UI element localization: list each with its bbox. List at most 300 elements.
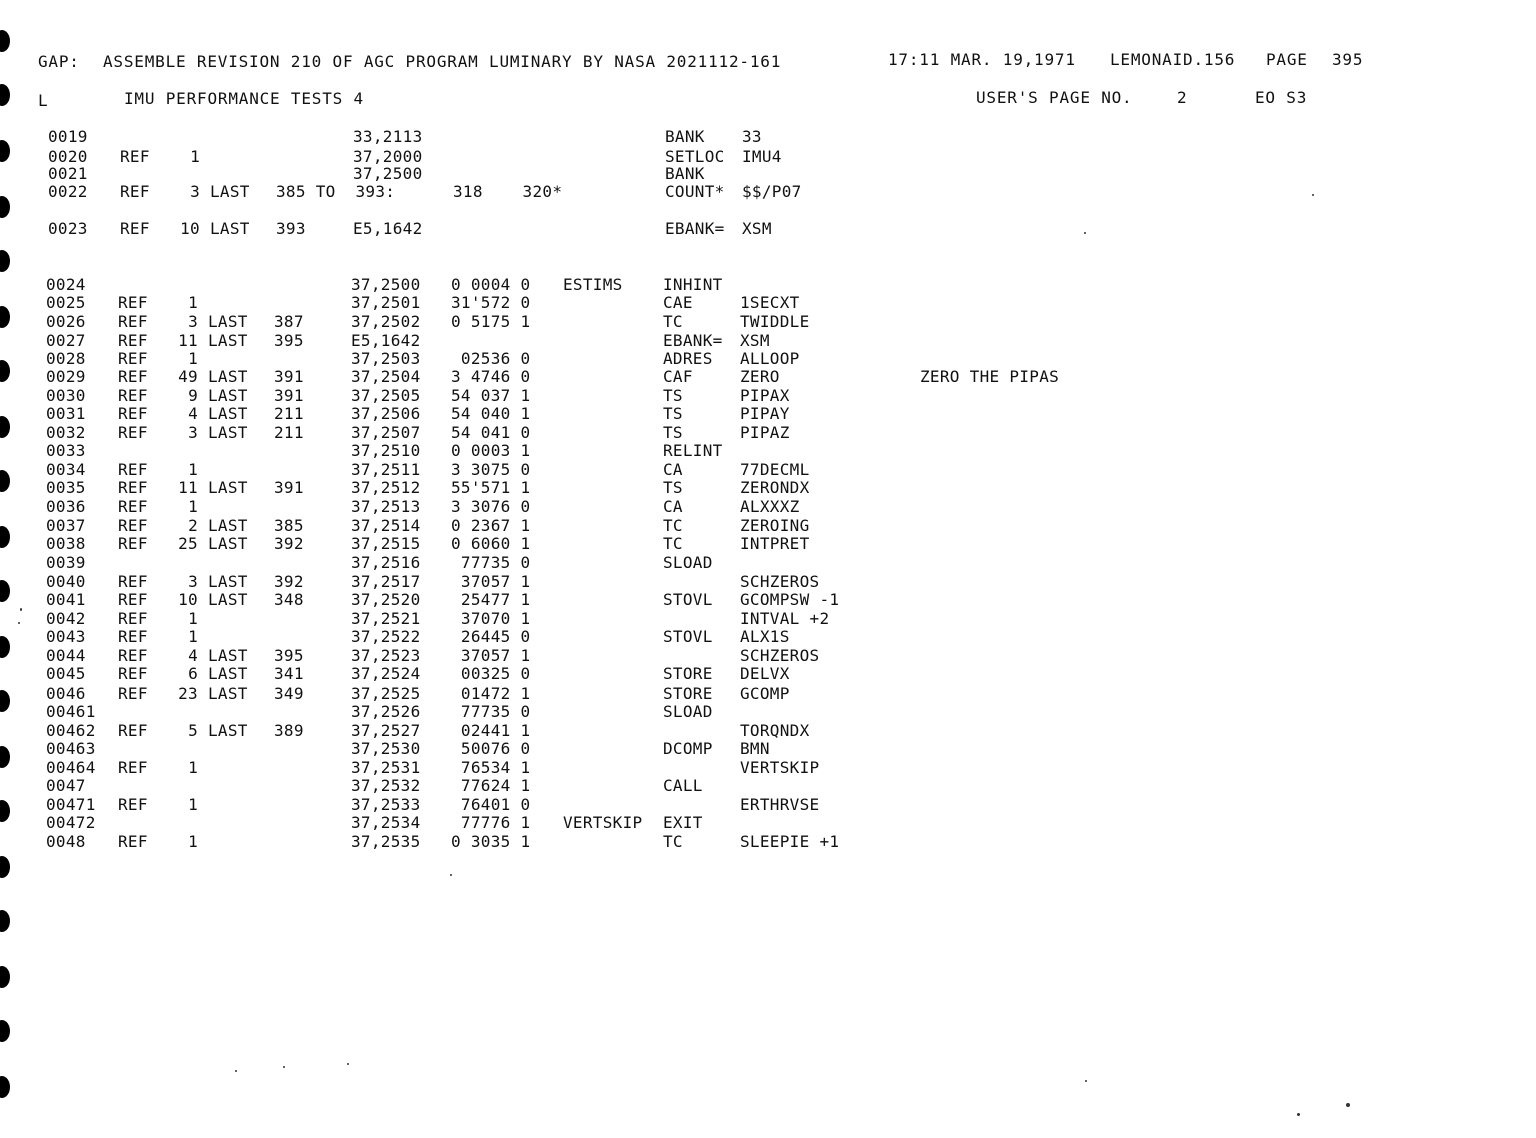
- users-page-label: USER'S PAGE NO.: [976, 88, 1133, 107]
- last-keyword: LAST: [208, 478, 248, 497]
- address: 37,2531: [351, 758, 421, 777]
- last-number: 391: [274, 386, 304, 405]
- operand: ZERO: [740, 367, 780, 386]
- address: 37,2516: [351, 553, 421, 572]
- octal-code: 3 3075 0: [451, 460, 531, 479]
- operand: ALLOOP: [740, 349, 800, 368]
- address: 37,2503: [351, 349, 421, 368]
- last-keyword: LAST: [208, 312, 248, 331]
- octal-code: 50076 0: [451, 739, 531, 758]
- last-keyword: LAST: [208, 423, 248, 442]
- line-number: 0037: [46, 516, 86, 535]
- octal-code: 00325 0: [451, 664, 531, 683]
- opcode: EBANK=: [665, 219, 725, 238]
- opcode: COUNT*: [665, 182, 725, 201]
- operand: INTVAL +2: [740, 609, 830, 628]
- address: 37,2527: [351, 721, 421, 740]
- opcode: CA: [663, 460, 683, 479]
- listing-row: [0, 276, 1400, 294]
- octal-code: 37057 1: [451, 646, 531, 665]
- ref-keyword: REF: [120, 219, 150, 238]
- operand: GCOMPSW -1: [740, 590, 840, 609]
- opcode: SETLOC: [665, 147, 725, 166]
- paper-speck: [235, 1070, 237, 1072]
- ref-count: 1: [188, 293, 198, 312]
- ref-count: 49: [178, 367, 198, 386]
- feed-hole-icon: [0, 910, 10, 932]
- paper-speck: [1297, 1113, 1300, 1116]
- last-number: 341: [274, 664, 304, 683]
- listing-row: [0, 368, 1400, 386]
- address: 37,2500: [353, 164, 423, 183]
- symbol-label: ESTIMS: [563, 275, 623, 294]
- ref-count: 3: [188, 572, 198, 591]
- operand: TWIDDLE: [740, 312, 810, 331]
- ref-keyword: REF: [118, 312, 148, 331]
- last-number: 395: [274, 646, 304, 665]
- operand: XSM: [742, 219, 772, 238]
- last-number: 395: [274, 331, 304, 350]
- listing-row: [0, 759, 1400, 777]
- listing-row: [0, 573, 1400, 591]
- listing-row: [0, 313, 1400, 331]
- listing-row: [0, 387, 1400, 405]
- operand: VERTSKIP: [740, 758, 820, 777]
- opcode: TC: [663, 312, 683, 331]
- users-page-number: 2: [1177, 88, 1188, 107]
- last-number: 389: [274, 721, 304, 740]
- octal-code: 0 0004 0: [451, 275, 531, 294]
- ref-count: 1: [188, 497, 198, 516]
- gap-label: GAP:: [38, 52, 80, 71]
- line-number: 0032: [46, 423, 86, 442]
- opcode: TC: [663, 534, 683, 553]
- last-keyword: LAST: [208, 664, 248, 683]
- octal-code: 76534 1: [451, 758, 531, 777]
- opcode: TS: [663, 478, 683, 497]
- ref-keyword: REF: [120, 147, 150, 166]
- line-number: 0041: [46, 590, 86, 609]
- line-number: 00461: [46, 702, 96, 721]
- operand: DELVX: [740, 664, 790, 683]
- address: 37,2513: [351, 497, 421, 516]
- ref-keyword: REF: [118, 795, 148, 814]
- octal-code: 77624 1: [451, 776, 531, 795]
- ref-keyword: REF: [120, 182, 150, 201]
- log-code: EO S3: [1255, 88, 1308, 107]
- feed-hole-icon: [0, 30, 10, 52]
- octal-code: 77735 0: [451, 553, 531, 572]
- ref-count: 1: [190, 147, 200, 166]
- opcode: INHINT: [663, 275, 723, 294]
- ref-count: 11: [178, 478, 198, 497]
- last-keyword: LAST: [208, 367, 248, 386]
- ref-keyword: REF: [118, 721, 148, 740]
- ref-count: 1: [188, 795, 198, 814]
- paper-speck: [1346, 1103, 1350, 1107]
- ref-keyword: REF: [118, 331, 148, 350]
- paper-speck: [20, 608, 22, 611]
- listing-row: [0, 814, 1400, 832]
- listing-row: [0, 424, 1400, 442]
- opcode: TS: [663, 423, 683, 442]
- last-number: 385 TO 393:: [276, 182, 396, 201]
- line-number: 0036: [46, 497, 86, 516]
- address: 37,2523: [351, 646, 421, 665]
- ref-count: 3: [188, 423, 198, 442]
- opcode: SLOAD: [663, 553, 713, 572]
- ref-keyword: REF: [118, 404, 148, 423]
- line-number: 0042: [46, 609, 86, 628]
- line-number: 0039: [46, 553, 86, 572]
- last-number: 349: [274, 684, 304, 703]
- address: 37,2505: [351, 386, 421, 405]
- ref-keyword: REF: [118, 758, 148, 777]
- line-number: 0025: [46, 293, 86, 312]
- paper-speck: [1084, 232, 1086, 234]
- address: 37,2515: [351, 534, 421, 553]
- listing-row: [0, 461, 1400, 479]
- octal-code: 54 040 1: [451, 404, 531, 423]
- octal-code: 26445 0: [451, 627, 531, 646]
- opcode: BANK: [665, 164, 705, 183]
- ref-keyword: REF: [118, 572, 148, 591]
- address: 37,2000: [353, 147, 423, 166]
- comment: ZERO THE PIPAS: [920, 367, 1060, 386]
- opcode: CAE: [663, 293, 693, 312]
- ref-count: 1: [188, 758, 198, 777]
- log-letter: L: [38, 91, 49, 110]
- feed-hole-icon: [0, 250, 10, 272]
- line-number: 0034: [46, 460, 86, 479]
- operand: ALXXXZ: [740, 497, 800, 516]
- octal-code: 0 0003 1: [451, 441, 531, 460]
- octal-code: 0 5175 1: [451, 312, 531, 331]
- last-number: 392: [274, 572, 304, 591]
- address: 37,2504: [351, 367, 421, 386]
- listing-row: [0, 517, 1400, 535]
- listing-row: [0, 740, 1400, 758]
- paper-speck: [1312, 194, 1314, 196]
- ref-keyword: REF: [118, 627, 148, 646]
- operand: SCHZEROS: [740, 646, 820, 665]
- ref-count: 3: [190, 182, 200, 201]
- octal-code: 0 2367 1: [451, 516, 531, 535]
- ref-count: 25: [178, 534, 198, 553]
- opcode: SLOAD: [663, 702, 713, 721]
- ref-count: 5: [188, 721, 198, 740]
- octal-code: 76401 0: [451, 795, 531, 814]
- ref-keyword: REF: [118, 423, 148, 442]
- operand: BMN: [740, 739, 770, 758]
- feed-hole-icon: [0, 856, 10, 878]
- address: 37,2524: [351, 664, 421, 683]
- octal-code: 54 041 0: [451, 423, 531, 442]
- ref-count: 4: [188, 646, 198, 665]
- listing-row: [0, 442, 1400, 460]
- line-number: 00471: [46, 795, 96, 814]
- last-keyword: LAST: [208, 572, 248, 591]
- listing-row: [0, 628, 1400, 646]
- listing-row: [0, 294, 1400, 312]
- listing-row: [0, 554, 1400, 572]
- ref-keyword: REF: [118, 460, 148, 479]
- last-number: 391: [274, 478, 304, 497]
- ref-keyword: REF: [118, 609, 148, 628]
- last-keyword: LAST: [208, 386, 248, 405]
- line-number: 0033: [46, 441, 86, 460]
- line-number: 0048: [46, 832, 86, 851]
- opcode: STORE: [663, 664, 713, 683]
- ref-count: 3: [188, 312, 198, 331]
- listing-row: [0, 165, 1400, 183]
- opcode: EXIT: [663, 813, 703, 832]
- last-keyword: LAST: [208, 590, 248, 609]
- line-number: 0035: [46, 478, 86, 497]
- line-number: 0023: [48, 219, 88, 238]
- paper-speck: [450, 874, 452, 876]
- operand: IMU4: [742, 147, 782, 166]
- opcode: DCOMP: [663, 739, 713, 758]
- ref-keyword: REF: [118, 497, 148, 516]
- line-number: 0031: [46, 404, 86, 423]
- address: 37,2522: [351, 627, 421, 646]
- ref-keyword: REF: [118, 367, 148, 386]
- address: 37,2533: [351, 795, 421, 814]
- last-number: 391: [274, 367, 304, 386]
- octal-code: 77735 0: [451, 702, 531, 721]
- ref-count: 6: [188, 664, 198, 683]
- line-number: 0020: [48, 147, 88, 166]
- line-number: 0040: [46, 572, 86, 591]
- lemonaid-version: LEMONAID.156: [1110, 50, 1236, 69]
- ref-keyword: REF: [118, 534, 148, 553]
- octal-code: 55'571 1: [451, 478, 531, 497]
- ref-keyword: REF: [118, 478, 148, 497]
- listing-row: [0, 479, 1400, 497]
- last-keyword: LAST: [208, 646, 248, 665]
- address: 37,2534: [351, 813, 421, 832]
- paper-speck: [347, 1063, 349, 1065]
- listing-row: [0, 610, 1400, 628]
- ref-count: 9: [188, 386, 198, 405]
- opcode: TC: [663, 832, 683, 851]
- ref-count: 1: [188, 609, 198, 628]
- line-number: 00462: [46, 721, 96, 740]
- octal-code: 0 6060 1: [451, 534, 531, 553]
- opcode: CA: [663, 497, 683, 516]
- address: 37,2511: [351, 460, 421, 479]
- listing-row: [0, 128, 1400, 146]
- listing-row: [0, 796, 1400, 814]
- operand: SLEEPIE +1: [740, 832, 840, 851]
- opcode: CALL: [663, 776, 703, 795]
- last-number: 387: [274, 312, 304, 331]
- paper-speck: [18, 622, 20, 624]
- assembly-title: ASSEMBLE REVISION 210 OF AGC PROGRAM LUMINARY BY NASA 2021112-161: [103, 52, 782, 71]
- ref-count: 1: [188, 460, 198, 479]
- address: 37,2530: [351, 739, 421, 758]
- listing-row: [0, 591, 1400, 609]
- ref-keyword: REF: [118, 349, 148, 368]
- ref-count: 23: [178, 684, 198, 703]
- ref-keyword: REF: [118, 590, 148, 609]
- feed-hole-icon: [0, 966, 10, 988]
- listing-row: [0, 685, 1400, 703]
- listing-row: [0, 665, 1400, 683]
- page-label: PAGE: [1266, 50, 1308, 69]
- ref-count: 2: [188, 516, 198, 535]
- opcode: TS: [663, 386, 683, 405]
- listing-row: [0, 722, 1400, 740]
- section-title: IMU PERFORMANCE TESTS 4: [124, 89, 364, 108]
- address: 37,2501: [351, 293, 421, 312]
- octal-code: 02441 1: [451, 721, 531, 740]
- octal-code: 37070 1: [451, 609, 531, 628]
- operand: PIPAX: [740, 386, 790, 405]
- operand: PIPAZ: [740, 423, 790, 442]
- octal-code: 37057 1: [451, 572, 531, 591]
- symbol-label: VERTSKIP: [563, 813, 643, 832]
- last-number: 392: [274, 534, 304, 553]
- last-keyword: LAST: [208, 404, 248, 423]
- octal-code: 01472 1: [451, 684, 531, 703]
- listing-row: [0, 332, 1400, 350]
- address: 37,2535: [351, 832, 421, 851]
- last-keyword: LAST: [208, 534, 248, 553]
- operand: 33: [742, 127, 762, 146]
- paper-speck: [1085, 1080, 1087, 1082]
- address: 37,2506: [351, 404, 421, 423]
- opcode: CAF: [663, 367, 693, 386]
- listing-row: [0, 183, 1400, 201]
- line-number: 0043: [46, 627, 86, 646]
- operand: SCHZEROS: [740, 572, 820, 591]
- listing-row: [0, 777, 1400, 795]
- address: 37,2521: [351, 609, 421, 628]
- address: E5,1642: [353, 219, 423, 238]
- last-number: 211: [274, 423, 304, 442]
- line-number: 0028: [46, 349, 86, 368]
- opcode: TC: [663, 516, 683, 535]
- opcode: BANK: [665, 127, 705, 146]
- octal-code: 54 037 1: [451, 386, 531, 405]
- operand: INTPRET: [740, 534, 810, 553]
- last-number: 348: [274, 590, 304, 609]
- address: 33,2113: [353, 127, 423, 146]
- address: 37,2525: [351, 684, 421, 703]
- address: 37,2502: [351, 312, 421, 331]
- octal-code: 318 320*: [453, 182, 563, 201]
- last-number: 393: [276, 219, 306, 238]
- last-keyword: LAST: [210, 219, 250, 238]
- line-number: 0021: [48, 164, 88, 183]
- line-number: 00472: [46, 813, 96, 832]
- line-number: 0029: [46, 367, 86, 386]
- last-keyword: LAST: [208, 721, 248, 740]
- opcode: STOVL: [663, 627, 713, 646]
- opcode: ADRES: [663, 349, 713, 368]
- ref-keyword: REF: [118, 293, 148, 312]
- ref-count: 11: [178, 331, 198, 350]
- operand: GCOMP: [740, 684, 790, 703]
- line-number: 0030: [46, 386, 86, 405]
- address: 37,2520: [351, 590, 421, 609]
- ref-count: 1: [188, 627, 198, 646]
- listing-row: [0, 833, 1400, 851]
- operand: PIPAY: [740, 404, 790, 423]
- last-keyword: LAST: [208, 331, 248, 350]
- line-number: 0046: [46, 684, 86, 703]
- ref-count: 1: [188, 349, 198, 368]
- feed-hole-icon: [0, 84, 10, 106]
- octal-code: 77776 1: [451, 813, 531, 832]
- paper-speck: [283, 1066, 285, 1068]
- line-number: 0038: [46, 534, 86, 553]
- octal-code: 02536 0: [451, 349, 531, 368]
- opcode: RELINT: [663, 441, 723, 460]
- address: 37,2512: [351, 478, 421, 497]
- line-number: 0027: [46, 331, 86, 350]
- listing-row: [0, 703, 1400, 721]
- line-number: 0026: [46, 312, 86, 331]
- address: 37,2517: [351, 572, 421, 591]
- line-number: 0045: [46, 664, 86, 683]
- octal-code: 3 4746 0: [451, 367, 531, 386]
- ref-keyword: REF: [118, 646, 148, 665]
- last-keyword: LAST: [210, 182, 250, 201]
- feed-hole-icon: [0, 1020, 10, 1042]
- ref-keyword: REF: [118, 832, 148, 851]
- listing-row: [0, 535, 1400, 553]
- opcode: EBANK=: [663, 331, 723, 350]
- listing-row: [0, 220, 1400, 238]
- operand: 77DECML: [740, 460, 810, 479]
- operand: TORQNDX: [740, 721, 810, 740]
- line-number: 0022: [48, 182, 88, 201]
- opcode: TS: [663, 404, 683, 423]
- listing-row: [0, 498, 1400, 516]
- feed-hole-icon: [0, 1076, 10, 1098]
- address: E5,1642: [351, 331, 421, 350]
- ref-count: 10: [178, 590, 198, 609]
- ref-count: 4: [188, 404, 198, 423]
- operand: ERTHRVSE: [740, 795, 820, 814]
- line-number: 0044: [46, 646, 86, 665]
- listing-row: [0, 647, 1400, 665]
- operand: ALX1S: [740, 627, 790, 646]
- address: 37,2514: [351, 516, 421, 535]
- octal-code: 25477 1: [451, 590, 531, 609]
- ref-count: 10: [180, 219, 200, 238]
- octal-code: 3 3076 0: [451, 497, 531, 516]
- opcode: STOVL: [663, 590, 713, 609]
- line-number: 0019: [48, 127, 88, 146]
- page-number: 395: [1332, 50, 1364, 69]
- operand: $$/P07: [742, 182, 802, 201]
- ref-keyword: REF: [118, 684, 148, 703]
- operand: ZERONDX: [740, 478, 810, 497]
- address: 37,2526: [351, 702, 421, 721]
- listing-row: [0, 405, 1400, 423]
- ref-keyword: REF: [118, 386, 148, 405]
- line-number: 00463: [46, 739, 96, 758]
- timestamp: 17:11 MAR. 19,1971: [888, 50, 1076, 69]
- ref-keyword: REF: [118, 516, 148, 535]
- address: 37,2507: [351, 423, 421, 442]
- address: 37,2532: [351, 776, 421, 795]
- address: 37,2500: [351, 275, 421, 294]
